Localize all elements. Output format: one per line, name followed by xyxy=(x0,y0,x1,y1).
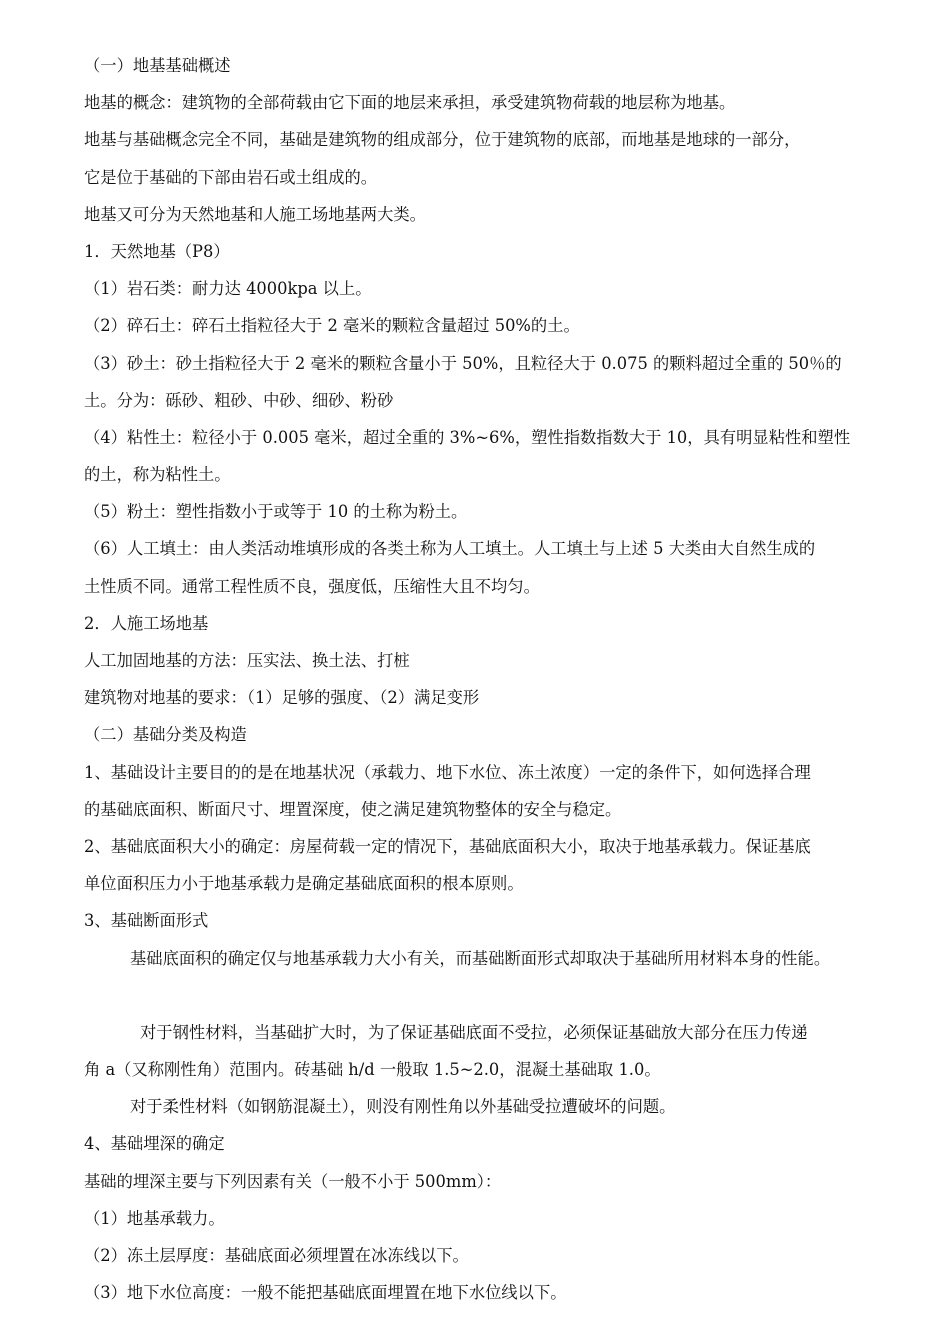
paragraph-line: 2、基础底面积大小的确定：房屋荷载一定的情况下，基础底面积大小，取决于地基承载力。保证基底 xyxy=(84,836,811,856)
subheading-section-form: 3、基础断面形式 xyxy=(84,911,209,931)
document-page xyxy=(0,47,950,1311)
subheading-artificial-foundation: 2．人施工场地基 xyxy=(84,613,209,633)
list-item: （5）粉土：塑性指数小于或等于 10 的土称为粉土。 xyxy=(84,502,468,522)
paragraph-line: 它是位于基础的下部由岩石或土组成的。 xyxy=(84,167,378,187)
paragraph-line: 对于柔性材料（如钢筋混凝土），则没有刚性角以外基础受拉遭破坏的问题。 xyxy=(130,1097,676,1117)
section-heading-1: （一）地基基础概述 xyxy=(84,56,231,75)
paragraph-line: 基础底面积的确定仅与地基承载力大小有关，而基础断面形式却取决于基础所用材料本身的性能。 xyxy=(130,948,831,968)
list-item: （2）冻土层厚度：基础底面必须埋置在冰冻线以下。 xyxy=(84,1246,469,1265)
paragraph-line: 地基与基础概念完全不同，基础是建筑物的组成部分，位于建筑物的底部，而地基是地球的一部分， xyxy=(84,130,801,150)
list-item: （1）地基承载力。 xyxy=(84,1208,225,1228)
list-item: （1）岩石类：耐力达 4000kpa 以上。 xyxy=(84,279,372,299)
paragraph-line: 土性质不同。通常工程性质不良，强度低，压缩性大且不均匀。 xyxy=(84,576,540,596)
paragraph-line: 的基础底面积、断面尺寸、埋置深度，使之满足建筑物整体的安全与稳定。 xyxy=(84,799,622,819)
list-item: （2）碎石土：碎石土指粒径大于 2 毫米的颗粒含量超过 50%的土。 xyxy=(84,316,580,336)
list-item: （3）砂土：砂土指粒径大于 2 毫米的颗粒含量小于 50%，且粒径大于 0.075 的颗料超过全重的 50％的 xyxy=(84,353,842,373)
blank-line xyxy=(0,977,950,1014)
paragraph-line: 地基又可分为天然地基和人施工场地基两大类。 xyxy=(84,204,426,224)
paragraph-line: 人工加固地基的方法：压实法、换土法、打桩 xyxy=(84,651,410,670)
list-item: （3）地下水位高度：一般不能把基础底面埋置在地下水位线以下。 xyxy=(84,1283,567,1303)
paragraph-line: 对于钢性材料，当基础扩大时，为了保证基础底面不受拉，必须保证基础放大部分在压力传递 xyxy=(140,1022,808,1042)
section-heading-2: （二）基础分类及构造 xyxy=(84,725,247,745)
paragraph-line: 1、基础设计主要目的的是在地基状况（承载力、地下水位、冻土浓度）一定的条件下，如何选择合理 xyxy=(84,762,811,782)
subheading-embed-depth: 4、基础埋深的确定 xyxy=(84,1134,225,1154)
paragraph-line: 地基的概念：建筑物的全部荷载由它下面的地层来承担，承受建筑物荷载的地层称为地基。 xyxy=(84,93,736,113)
list-item: （6）人工填土：由人类活动堆填形成的各类土称为人工填土。人工填土与上述 5 大类由大自然生成的 xyxy=(84,539,816,559)
list-item: （4）粘性土：粒径小于 0.005 毫米，超过全重的 3%~6%，塑性指数指数大于 10，具有明显粘性和塑性 xyxy=(84,427,851,447)
paragraph-line: 土。分为：砾砂、粗砂、中砂、细砂、粉砂 xyxy=(84,390,394,410)
paragraph-line: 的土，称为粘性土。 xyxy=(84,465,231,485)
paragraph-line: 基础的埋深主要与下列因素有关（一般不小于 500mm）： xyxy=(84,1171,502,1191)
paragraph-line: 单位面积压力小于地基承载力是确定基础底面积的根本原则。 xyxy=(84,874,524,894)
paragraph-line: 角 a（又称刚性角）范围内。砖基础 h/d 一般取 1.5~2.0，混凝土基础取 1.0。 xyxy=(84,1060,661,1080)
subheading-natural-foundation: 1．天然地基（P8） xyxy=(84,241,230,261)
paragraph-line: 建筑物对地基的要求：（1）足够的强度、（2）满足变形 xyxy=(84,688,480,708)
